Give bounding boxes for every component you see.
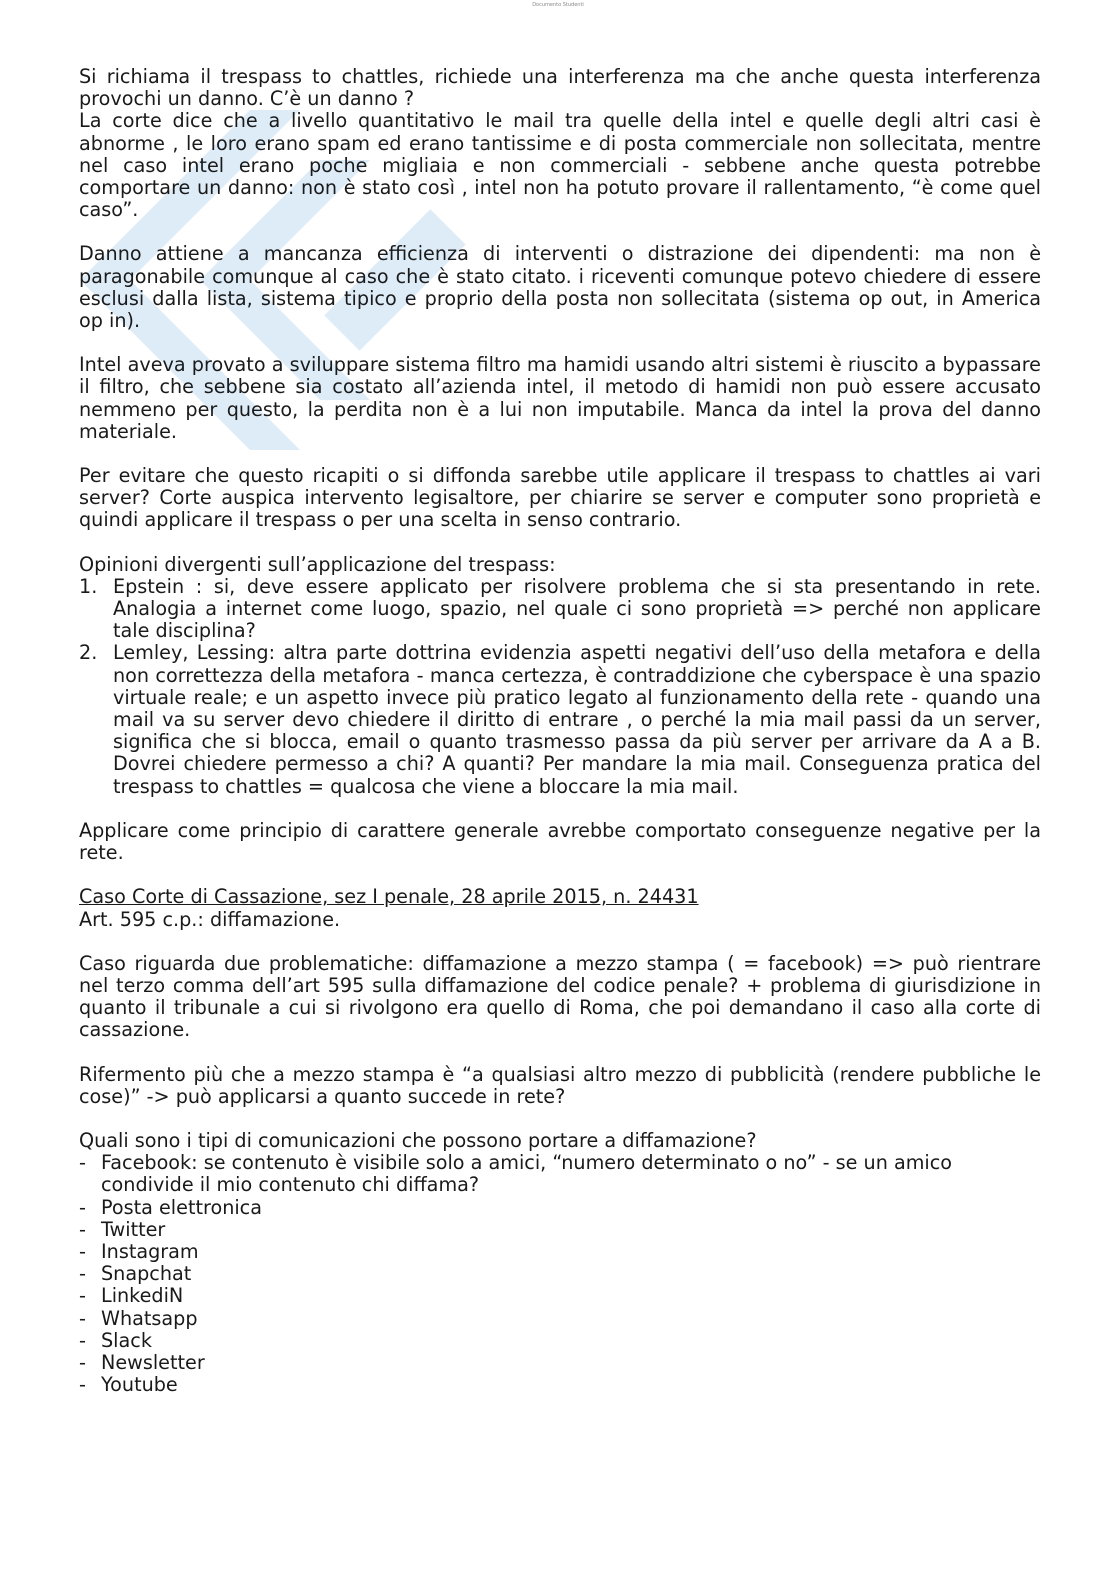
case-title: Caso Corte di Cassazione, sez I penale, 28 aprile 2015, n. 24431 [79,885,699,909]
paragraph: Quali sono i tipi di comunicazioni che possono portare a diffamazione? [79,1128,757,1152]
list-number: 2. [79,641,98,665]
paragraph: Caso riguarda due problematiche: diffamazione a mezzo stampa ( = facebook) => può rientrare nel terzo comma dell’art 595 sulla diffamazione del codice penale? + problema di giurisdizione in quanto il tribunale a cui si rivolgono era quello di Roma, che poi demandano il caso alla corte di cassazione. [79,951,1041,1042]
opinions-list [79,576,1041,798]
list-item: - Instagram [79,1241,979,1263]
list-item [79,642,1041,797]
paragraph: Rifermento più che a mezzo stampa è “a qualsiasi altro mezzo di pubblicità (rendere pubbliche le cose)” -> può applicarsi a quanto succede in rete? [79,1062,1041,1108]
list-item: - Whatsapp [79,1308,979,1330]
paragraph: Intel aveva provato a sviluppare sistema filtro ma hamidi usando altri sistemi è riuscito a bypassare il filtro, che sebbene sia costato all’azienda intel, il metodo di hamidi non può essere accusato nemmeno per questo, la perdita non è a lui non imputabile. Manca da intel la prova del danno materiale. [79,353,1041,443]
page-header: Documento Studenti [532,2,584,8]
article-reference: Art. 595 c.p.: diffamazione. [79,907,341,931]
document-body [79,66,1041,1396]
list-item: - LinkediN [79,1285,979,1307]
paragraph: Si richiama il trespass to chattles, richiede una interferenza ma che anche questa interferenza provochi un danno. C’è un danno ? [79,65,1041,111]
list-number: 1. [79,574,98,598]
paragraph: Danno attiene a mancanza efficienza di interventi o distrazione dei dipendenti: ma non è paragonabile comunque al caso che è stato citato. i riceventi comunque potevo chiedere di essere esclusi dalla lista, sistema tipico e proprio della posta non sollecitata (sistema op out, in America op in). [79,242,1041,333]
list-item: - Facebook: se contenuto è visibile solo a amici, “numero determinato o no” - se un amico condivide il mio contenuto chi diffama? [79,1152,979,1196]
paragraph: Per evitare che questo ricapiti o si diffonda sarebbe utile applicare il trespass to chattles ai vari server? Corte auspica intervento legisaltore, per chiarire se server e computer sono proprietà e quindi applicare il trespass o per una scelta in senso contrario. [79,464,1041,532]
paragraph: La corte dice che a livello quantitativo le mail tra quelle della intel e quelle degli altri casi è abnorme , le loro erano spam ed erano tantissime e di posta commerciale non sollecitata, mentre nel caso intel erano poche migliaia e non commerciali - sebbene anche questa potrebbe comportare un danno: non è stato così , intel non ha potuto provare il rallentamento, “è come quel caso”. [79,109,1041,222]
paragraph: Opinioni divergenti sull’applicazione del trespass: [79,552,556,576]
list-item-text: Epstein : si, deve essere applicato per risolvere problema che si sta presentando in rete. Analogia a internet come luogo, spazio, nel quale ci sono proprietà => perché non applicare tale disciplina? [113,574,1041,643]
list-item: - Posta elettronica [79,1197,979,1219]
channels-list [79,1152,979,1396]
list-item: - Youtube [79,1374,979,1396]
list-item: - Newsletter [79,1352,979,1374]
paragraph: Applicare come principio di carattere generale avrebbe comportato conseguenze negative per la rete. [79,818,1041,865]
list-item: - Slack [79,1330,979,1352]
list-item: - Twitter [79,1219,979,1241]
list-item: - Snapchat [79,1263,979,1285]
list-item [79,576,1041,643]
list-item-text: Lemley, Lessing: altra parte dottrina evidenzia aspetti negativi dell’uso della metafora e della non correttezza della metafora - manca certezza, è contraddizione che cyberspace è una spazio virtuale reale; e un aspetto invece più pratico legato al funzionamento della rete - quando una mail va su server devo chiedere il diritto di entrare , o perché la mia mail passi da un server, significa che si blocca, email o quanto trasmesso passa da più server per arrivare da A a B. Dovrei chiedere permesso a chi? A quanti? Per mandare la mia mail. Conseguenza pratica del trespass to chattles = qualcosa che viene a bloccare la mia mail. [113,641,1041,798]
